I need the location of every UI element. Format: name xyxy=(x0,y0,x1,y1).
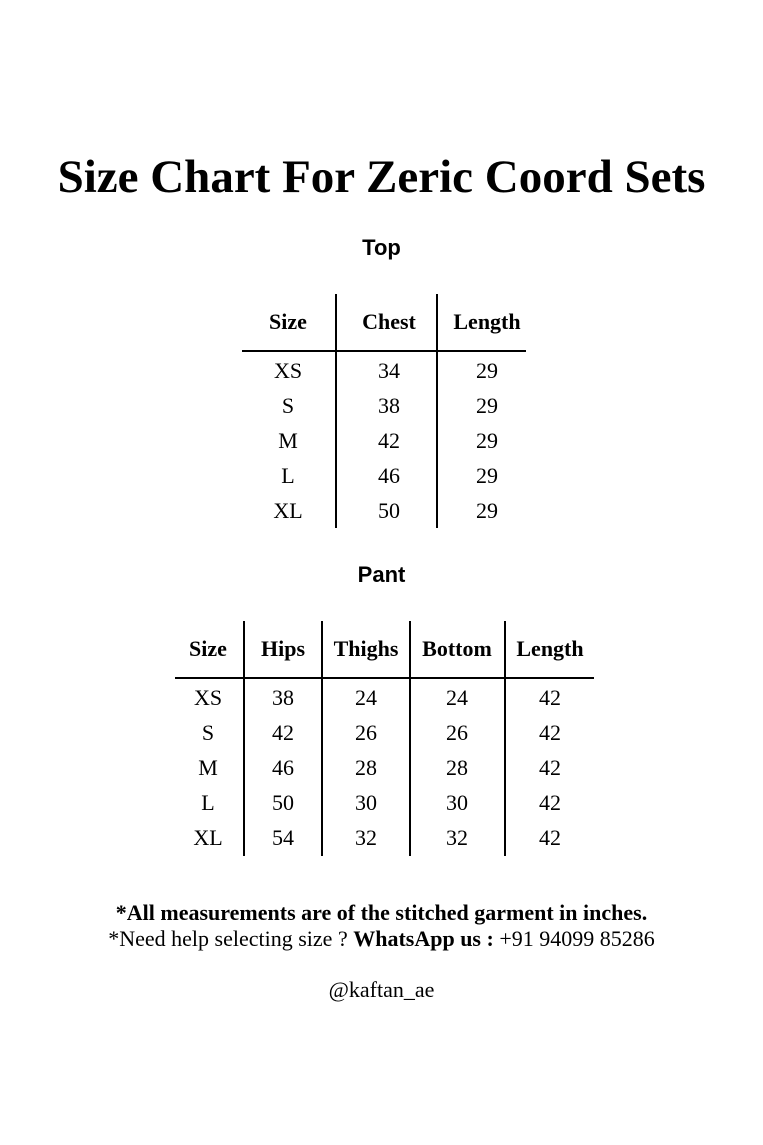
table-cell: XL xyxy=(273,498,303,523)
whatsapp-label: WhatsApp us : xyxy=(353,926,494,951)
column-header: Length xyxy=(516,636,584,661)
table-cell: 42 xyxy=(539,755,561,780)
table-cell: 29 xyxy=(476,393,498,418)
table-cell: 42 xyxy=(272,720,294,745)
column-divider xyxy=(409,621,411,856)
table-cell: 29 xyxy=(476,463,498,488)
top-heading: Top xyxy=(362,235,401,260)
table-cell: L xyxy=(281,463,295,488)
table-cell: 26 xyxy=(355,720,377,745)
help-prefix: *Need help selecting size ? xyxy=(108,926,354,951)
table-cell: 54 xyxy=(272,825,294,850)
table-cell: 46 xyxy=(378,463,400,488)
table-cell: 50 xyxy=(272,790,294,815)
column-divider xyxy=(335,294,337,528)
table-cell: 38 xyxy=(272,685,294,710)
column-header: Bottom xyxy=(422,636,492,661)
table-cell: 30 xyxy=(446,790,468,815)
table-cell: 29 xyxy=(476,428,498,453)
table-cell: M xyxy=(278,428,298,453)
table-cell: 28 xyxy=(355,755,377,780)
table-cell: 26 xyxy=(446,720,468,745)
table-cell: S xyxy=(281,393,295,418)
table-cell: M xyxy=(198,755,218,780)
measurement-note: *All measurements are of the stitched garment in inches. xyxy=(115,900,648,925)
phone-number[interactable]: +91 94099 85286 xyxy=(493,926,655,951)
table-cell: 42 xyxy=(378,428,400,453)
column-header: Size xyxy=(269,309,307,334)
table-cell: 42 xyxy=(539,685,561,710)
table-cell: S xyxy=(201,720,215,745)
column-divider xyxy=(243,621,245,856)
pant-heading: Pant xyxy=(357,562,406,587)
table-cell: XS xyxy=(273,358,303,383)
help-note xyxy=(0,925,763,953)
header-divider xyxy=(242,350,526,352)
column-divider xyxy=(504,621,506,856)
table-cell: L xyxy=(201,790,215,815)
table-cell: 29 xyxy=(476,498,498,523)
page-title: Size Chart For Zeric Coord Sets xyxy=(57,151,706,203)
table-cell: 30 xyxy=(355,790,377,815)
table-cell: 38 xyxy=(378,393,400,418)
table-cell: 24 xyxy=(355,685,377,710)
table-cell: 28 xyxy=(446,755,468,780)
column-header: Hips xyxy=(260,636,306,661)
table-cell: 24 xyxy=(446,685,468,710)
table-cell: 42 xyxy=(539,720,561,745)
table-cell: 29 xyxy=(476,358,498,383)
instagram-handle[interactable]: @kaftan_ae xyxy=(328,977,435,1002)
table-cell: XL xyxy=(193,825,223,850)
table-cell: 34 xyxy=(378,358,400,383)
column-header: Size xyxy=(189,636,227,661)
column-header: Length xyxy=(453,309,521,334)
header-divider xyxy=(175,677,594,679)
table-cell: 32 xyxy=(355,825,377,850)
table-cell: 46 xyxy=(272,755,294,780)
table-cell: XS xyxy=(193,685,223,710)
column-divider xyxy=(321,621,323,856)
column-header: Chest xyxy=(362,309,416,334)
table-cell: 50 xyxy=(378,498,400,523)
table-cell: 42 xyxy=(539,825,561,850)
column-header: Thighs xyxy=(333,636,399,661)
table-cell: 42 xyxy=(539,790,561,815)
column-divider xyxy=(436,294,438,528)
table-cell: 32 xyxy=(446,825,468,850)
